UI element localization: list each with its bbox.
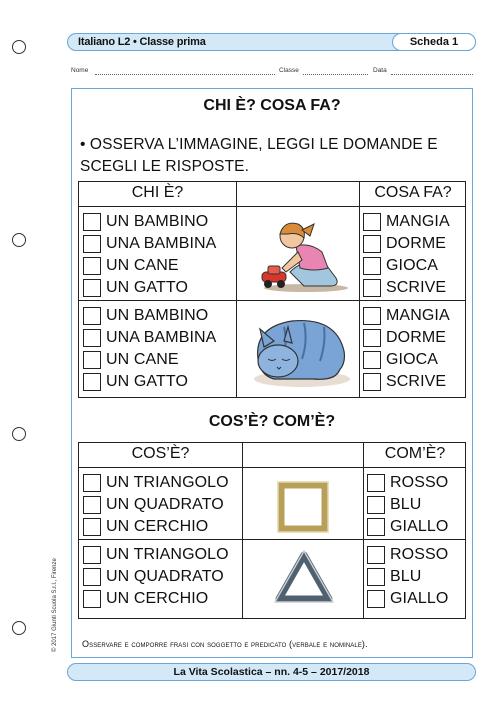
publication-bar: La Vita Scolastica – nn. 4-5 – 2017/2018 [67,663,476,681]
binder-hole [12,621,26,635]
footer-note: Osservare e comporre frasi con soggetto e predicato (verbale e nominale). [82,639,368,649]
option-checkbox[interactable]: UNA BAMBINA [83,327,216,349]
option-checkbox[interactable]: GIOCA [363,349,438,371]
class-field[interactable] [303,74,368,75]
col-header-who: CHI È? [131,184,184,201]
option-checkbox[interactable]: UN BAMBINO [83,211,208,233]
date-label: Data [373,67,387,74]
option-checkbox[interactable]: ROSSO [367,544,448,566]
header-title: Italiano L2 • Classe prima [78,36,206,48]
blue-triangle-image [273,549,335,607]
section2-title: COS’È? COM’È? [208,413,336,430]
option-checkbox[interactable]: UN GATTO [83,371,188,393]
option-checkbox[interactable]: GIOCA [363,255,438,277]
option-checkbox[interactable]: UNA BAMBINA [83,233,216,255]
option-checkbox[interactable]: SCRIVE [363,371,446,393]
worksheet-card [71,88,473,658]
option-checkbox[interactable]: SCRIVE [363,277,446,299]
option-checkbox[interactable]: UN CERCHIO [83,516,208,538]
binder-hole [12,233,26,247]
instruction-text: • OSSERVA L’IMMAGINE, LEGGI LE DOMANDE E SCEGLI LE RISPOSTE. [80,136,438,175]
sleeping-cat-image [244,307,354,393]
option-checkbox[interactable]: GIALLO [367,588,448,610]
col-header-what-is: COS’È? [131,445,190,462]
option-checkbox[interactable]: MANGIA [363,305,450,327]
binder-hole [12,40,26,54]
header-bar [67,33,476,51]
option-checkbox[interactable]: MANGIA [363,211,450,233]
binder-hole [12,427,26,441]
option-checkbox[interactable]: DORME [363,233,446,255]
option-checkbox[interactable]: BLU [367,494,421,516]
section1-title: CHI È? COSA FA? [203,97,341,114]
option-checkbox[interactable]: GIALLO [367,516,448,538]
col-header-how-is: COM’È? [384,445,446,462]
name-field[interactable] [95,74,275,75]
option-checkbox[interactable]: UN CANE [83,255,179,277]
option-checkbox[interactable]: UN CERCHIO [83,588,208,610]
option-checkbox[interactable]: UN QUADRATO [83,494,224,516]
option-checkbox[interactable]: BLU [367,566,421,588]
class-label: Classe [279,67,299,74]
option-checkbox[interactable]: DORME [363,327,446,349]
copyright-text: © 2017 Giunti Scuola S.r.l., Firenze [52,558,58,652]
option-checkbox[interactable]: UN BAMBINO [83,305,208,327]
student-info-line [71,67,473,79]
option-checkbox[interactable]: UN TRIANGOLO [83,544,229,566]
who-what-table [78,181,466,398]
option-checkbox[interactable]: UN QUADRATO [83,566,224,588]
date-field[interactable] [391,74,473,75]
option-checkbox[interactable]: UN GATTO [83,277,188,299]
option-checkbox[interactable]: UN CANE [83,349,179,371]
sheet-label: Scheda 1 [392,33,476,51]
option-checkbox[interactable]: ROSSO [367,472,448,494]
what-how-table [78,442,466,619]
option-checkbox[interactable]: UN TRIANGOLO [83,472,229,494]
col-header-what: COSA FA? [374,184,452,201]
yellow-square-image [275,479,331,535]
name-label: Nome [71,67,89,74]
girl-playing-image [244,212,352,296]
